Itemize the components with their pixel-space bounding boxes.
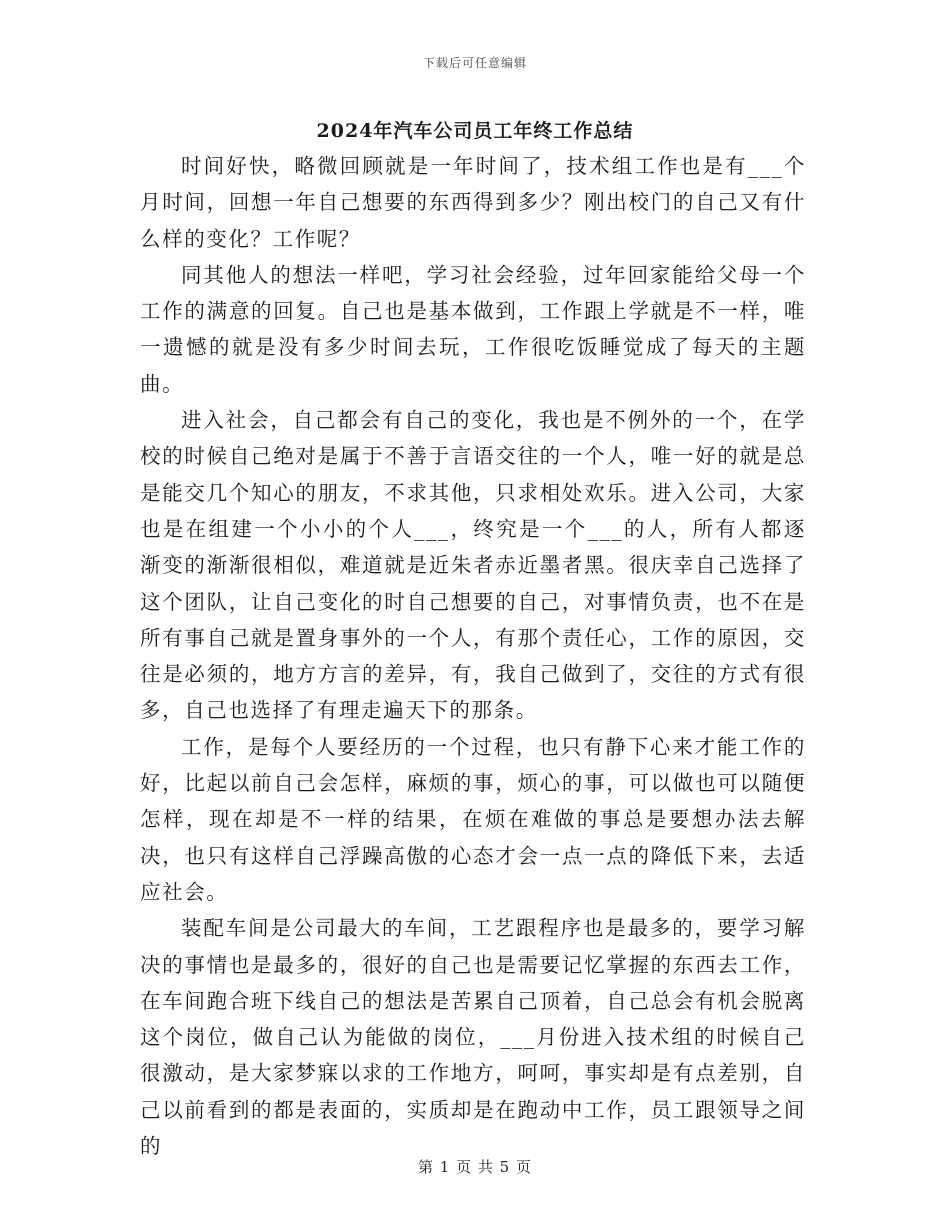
document-title: 2024年汽车公司员工年终工作总结 (316, 120, 634, 142)
paragraph: 同其他人的想法一样吧，学习社会经验，过年回家能给父母一个工作的满意的回复。自己也是基本做到，工作跟上学就是不一样，唯一遗憾的就是没有多少时间去玩，工作很吃饭睡觉成了每天的主题曲。 (140, 262, 806, 396)
paragraph: 工作，是每个人要经历的一个过程，也只有静下心来才能工作的好，比起以前自己会怎样，麻烦的事，烦心的事，可以做也可以随便怎样，现在却是不一样的结果，在烦在难做的事总是要想办法去解决，也只有这样自己浮躁高傲的心态才会一点一点的降低下来，去适应社会。 (140, 734, 806, 904)
paragraph: 装配车间是公司最大的车间，工艺跟程序也是最多的，要学习解决的事情也是最多的，很好的自己也是需要记忆掌握的东西去工作，在车间跑合班下线自己的想法是苦累自己顶着，自己总会有机会脱离这个岗位，做自己认为能做的岗位，___月份进入技术组的时候自己很激动，是大家梦寐以求的工作地方，呵呵，事实却是有点差别，自己以前看到的都是表面的，实质却是在跑动中工作，员工跟领导之间的 (140, 916, 806, 1159)
paragraph: 进入社会，自己都会有自己的变化，我也是不例外的一个，在学校的时候自己绝对是属于不善于言语交往的一个人，唯一好的就是总是能交几个知心的朋友，不求其他，只求相处欢乐。进入公司，大家也是在组建一个小小的个人___，终究是一个___的人，所有人都逐渐变的渐渐很相似，难道就是近朱者赤近墨者黑。很庆幸自己选择了这个团队，让自己变化的时自己想要的自己，对事情负责，也不在是所有事自己就是置身事外的一个人，有那个责任心，工作的原因，交往是必须的，地方方言的差异，有，我自己做到了，交往的方式有很多，自己也选择了有理走遍天下的那条。 (140, 408, 806, 723)
document-body (140, 148, 806, 1164)
paragraph: 时间好快，略微回顾就是一年时间了，技术组工作也是有___个月时间，回想一年自己想要的东西得到多少？刚出校门的自己又有什么样的变化？工作呢？ (140, 154, 806, 251)
header-note: 下载后可任意编辑 (422, 56, 527, 70)
page-indicator: 第 1 页 共 5 页 (418, 1158, 532, 1176)
